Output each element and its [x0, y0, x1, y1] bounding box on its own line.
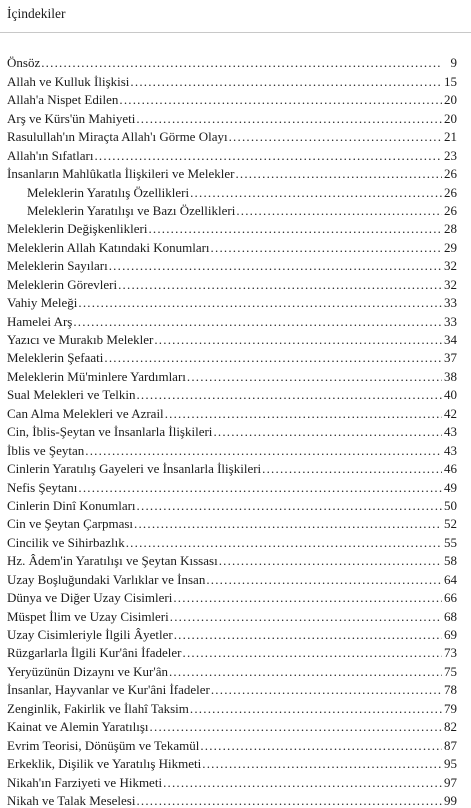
- toc-entry-page-number: 43: [444, 424, 457, 440]
- table-of-contents: [7, 52, 457, 808]
- dot-leader: [213, 424, 442, 439]
- toc-entry-page-number: 55: [444, 534, 457, 550]
- toc-entry-page-number: 69: [444, 627, 457, 642]
- toc-entry-title: Allah'a Nispet Edilen: [7, 92, 119, 108]
- toc-entry-title: Erkeklik, Dişilik ve Yaratılış Hikmeti: [7, 756, 202, 772]
- dot-leader: [118, 277, 442, 292]
- dot-leader: [229, 129, 442, 144]
- toc-entry[interactable]: [7, 218, 457, 236]
- dot-leader: [154, 332, 442, 347]
- toc-entry-page-number: 33: [444, 313, 457, 329]
- toc-entry-page-number: 23: [444, 147, 457, 163]
- dot-leader: [134, 516, 442, 531]
- toc-entry[interactable]: [7, 790, 457, 808]
- toc-entry-page-number: 64: [444, 571, 457, 587]
- toc-entry[interactable]: [7, 200, 457, 218]
- toc-entry[interactable]: [7, 255, 457, 273]
- toc-entry-page-number: 99: [444, 792, 457, 808]
- toc-entry-title: Meleklerin Allah Katındaki Konumları: [7, 239, 210, 255]
- toc-entry[interactable]: [7, 402, 457, 420]
- toc-entry-page-number: 32: [444, 276, 457, 292]
- dot-leader: [202, 756, 442, 771]
- toc-entry-page-number: 66: [444, 590, 457, 606]
- toc-entry[interactable]: [7, 292, 457, 310]
- dot-leader: [78, 480, 442, 495]
- toc-entry-title: Cin, İblis-Şeytan ve İnsanlarla İlişkileri: [7, 424, 213, 440]
- toc-entry[interactable]: [7, 421, 457, 439]
- toc-entry[interactable]: [7, 605, 457, 623]
- toc-entry[interactable]: [7, 642, 457, 660]
- toc-entry-title: Rüzgarlarla İlgili Kur'âni İfadeler: [7, 645, 182, 661]
- toc-entry[interactable]: [7, 716, 457, 734]
- toc-entry[interactable]: [7, 771, 457, 789]
- toc-entry[interactable]: [7, 144, 457, 162]
- toc-entry-title: Kainat ve Alemin Yaratılışı: [7, 719, 149, 735]
- toc-entry-title: Meleklerin Değişkenlikleri: [7, 221, 148, 237]
- toc-entry[interactable]: [7, 734, 457, 752]
- toc-entry[interactable]: [7, 163, 457, 181]
- page-title: İçindekiler: [7, 6, 66, 21]
- dot-leader: [165, 406, 442, 421]
- dot-leader: [262, 461, 442, 476]
- dot-leader: [174, 627, 442, 642]
- dot-leader: [85, 443, 442, 458]
- toc-entry-page-number: 50: [444, 497, 457, 513]
- dot-leader: [78, 295, 442, 310]
- toc-entry-page-number: 34: [444, 332, 457, 347]
- toc-entry-title: Vahiy Meleği: [7, 295, 78, 311]
- toc-entry-page-number: 87: [444, 737, 457, 753]
- toc-entry[interactable]: [7, 531, 457, 549]
- dot-leader: [235, 166, 442, 181]
- toc-entry-page-number: 95: [444, 756, 457, 772]
- toc-entry[interactable]: [7, 107, 457, 125]
- dot-leader: [73, 314, 442, 329]
- toc-entry-page-number: 79: [444, 700, 457, 716]
- toc-entry-title: Meleklerin Sayıları: [7, 258, 108, 274]
- dot-leader: [169, 664, 442, 679]
- toc-entry-page-number: 42: [444, 405, 457, 421]
- toc-entry-page-number: 73: [444, 645, 457, 661]
- toc-entry-page-number: 21: [444, 129, 457, 145]
- toc-entry-page-number: 46: [444, 461, 457, 477]
- toc-entry-page-number: 78: [444, 682, 457, 698]
- toc-entry[interactable]: [7, 624, 457, 642]
- dot-leader: [206, 572, 442, 587]
- toc-entry-page-number: 37: [444, 350, 457, 366]
- dot-leader: [190, 185, 442, 200]
- toc-entry-title: Allah ve Kulluk İlişkisi: [7, 73, 130, 89]
- toc-entry[interactable]: [7, 384, 457, 402]
- toc-entry-page-number: 75: [444, 663, 457, 679]
- toc-entry-page-number: 28: [444, 221, 457, 237]
- toc-entry[interactable]: [7, 476, 457, 494]
- toc-entry-page-number: 40: [444, 387, 457, 403]
- toc-entry-title: Uzay Cisimleriyle İlgili Âyetler: [7, 627, 173, 642]
- dot-leader: [94, 148, 442, 163]
- toc-entry[interactable]: [7, 70, 457, 88]
- toc-entry-title: Meleklerin Şefaati: [7, 350, 104, 366]
- dot-leader: [211, 682, 442, 697]
- toc-entry-title: Rasulullah'ın Miraçta Allah'ı Görme Olayı: [7, 129, 228, 145]
- toc-entry-title: Dünya ve Diğer Uzay Cisimleri: [7, 590, 173, 606]
- dot-leader: [187, 369, 442, 384]
- toc-entry-title: Meleklerin Mü'minlere Yardımları: [7, 368, 186, 384]
- toc-entry-title: İblis ve Şeytan: [7, 442, 85, 458]
- toc-entry-title: Önsöz: [7, 55, 41, 71]
- toc-entry-title: Meleklerin Görevleri: [7, 276, 118, 292]
- toc-entry[interactable]: [7, 495, 457, 513]
- toc-entry[interactable]: [7, 52, 457, 70]
- dot-leader: [126, 535, 442, 550]
- toc-entry-page-number: 15: [444, 73, 457, 89]
- dot-leader: [236, 203, 442, 218]
- toc-entry[interactable]: [7, 697, 457, 715]
- toc-entry-title: Uzay Boşluğundaki Varlıklar ve İnsan: [7, 571, 206, 587]
- toc-entry-title: Meleklerin Yaratılışı ve Bazı Özellikleri: [27, 202, 236, 218]
- divider: [0, 32, 471, 33]
- toc-entry-title: Nikah ve Talak Meselesi: [7, 792, 136, 808]
- toc-entry-title: İnsanların Mahlûkatla İlişkileri ve Melekler: [7, 166, 235, 182]
- toc-entry-page-number: 29: [444, 239, 457, 255]
- dot-leader: [173, 590, 442, 605]
- toc-entry-title: Nefis Şeytanı: [7, 479, 78, 495]
- toc-entry-page-number: 32: [444, 258, 457, 274]
- toc-entry-title: Sual Melekleri ve Telkin: [7, 387, 136, 403]
- dot-leader: [211, 240, 442, 255]
- toc-entry[interactable]: [7, 236, 457, 254]
- dot-leader: [136, 793, 442, 808]
- toc-entry-page-number: 49: [444, 479, 457, 495]
- toc-entry-title: Zenginlik, Fakirlik ve İlahî Taksim: [7, 700, 189, 716]
- toc-entry-title: Müspet İlim ve Uzay Cisimleri: [7, 608, 169, 624]
- toc-entry[interactable]: [7, 365, 457, 383]
- toc-entry-title: Evrim Teorisi, Dönüşüm ve Tekamül: [7, 737, 200, 753]
- dot-leader: [104, 350, 442, 365]
- toc-entry-page-number: 26: [444, 166, 457, 182]
- toc-entry[interactable]: [7, 679, 457, 697]
- toc-entry-title: Yeryüzünün Dizaynı ve Kur'ân: [7, 663, 168, 679]
- dot-leader: [190, 701, 442, 716]
- toc-entry[interactable]: [7, 273, 457, 291]
- toc-entry-title: Cinlerin Yaratılış Gayeleri ve İnsanlarla İlişkileri: [7, 461, 262, 477]
- toc-entry-page-number: 97: [444, 774, 457, 790]
- toc-entry[interactable]: [7, 329, 457, 347]
- toc-entry-title: Allah'ın Sıfatları: [7, 147, 94, 163]
- toc-entry-title: Cincilik ve Sihirbazlık: [7, 534, 125, 550]
- toc-entry-title: Yazıcı ve Murakıb Melekler: [7, 332, 154, 347]
- toc-entry-title: Hz. Âdem'in Yaratılışı ve Şeytan Kıssası: [7, 553, 218, 569]
- toc-entry-page-number: 58: [444, 553, 457, 569]
- dot-leader: [183, 645, 442, 660]
- dot-leader: [109, 258, 442, 273]
- toc-entry-title: Hamelei Arş: [7, 313, 73, 329]
- toc-entry-title: Nikah'ın Farziyeti ve Hikmeti: [7, 774, 163, 790]
- toc-entry-title: İnsanlar, Hayvanlar ve Kur'âni İfadeler: [7, 682, 210, 698]
- toc-entry-title: Meleklerin Yaratılış Özellikleri: [27, 184, 190, 200]
- toc-entry[interactable]: [7, 439, 457, 457]
- toc-entry[interactable]: [7, 126, 457, 144]
- toc-entry-page-number: 38: [444, 368, 457, 384]
- toc-entry-page-number: 20: [444, 110, 457, 126]
- toc-entry[interactable]: [7, 181, 457, 199]
- toc-entry-title: Cin ve Şeytan Çarpması: [7, 516, 134, 532]
- toc-entry[interactable]: [7, 310, 457, 328]
- dot-leader: [119, 92, 442, 107]
- toc-entry[interactable]: [7, 587, 457, 605]
- toc-entry-page-number: 33: [444, 295, 457, 311]
- toc-entry[interactable]: [7, 568, 457, 586]
- dot-leader: [137, 498, 442, 513]
- dot-leader: [219, 553, 442, 568]
- dot-leader: [136, 387, 442, 402]
- toc-entry-title: Can Alma Melekleri ve Azrail: [7, 405, 164, 421]
- toc-entry-title: Cinlerin Dinî Konumları: [7, 497, 136, 513]
- toc-entry-page-number: 26: [444, 184, 457, 200]
- dot-leader: [170, 609, 442, 624]
- toc-entry-page-number: 9: [450, 55, 457, 71]
- toc-entry-page-number: 82: [444, 719, 457, 735]
- dot-leader: [136, 111, 442, 126]
- toc-entry-page-number: 20: [444, 92, 457, 108]
- toc-entry[interactable]: [7, 347, 457, 365]
- toc-entry[interactable]: [7, 753, 457, 771]
- toc-entry[interactable]: [7, 89, 457, 107]
- dot-leader: [200, 738, 442, 753]
- toc-entry-page-number: 26: [444, 202, 457, 218]
- dot-leader: [163, 775, 442, 790]
- toc-entry-title: Arş ve Kürs'ün Mahiyeti: [7, 110, 136, 126]
- toc-entry-page-number: 68: [444, 608, 457, 624]
- toc-entry[interactable]: [7, 458, 457, 476]
- dot-leader: [148, 221, 442, 236]
- toc-entry[interactable]: [7, 660, 457, 678]
- dot-leader: [150, 719, 442, 734]
- toc-entry[interactable]: [7, 513, 457, 531]
- dot-leader: [41, 55, 442, 70]
- toc-entry-page-number: 52: [444, 516, 457, 532]
- dot-leader: [130, 74, 442, 89]
- toc-entry[interactable]: [7, 550, 457, 568]
- toc-entry-page-number: 43: [444, 442, 457, 458]
